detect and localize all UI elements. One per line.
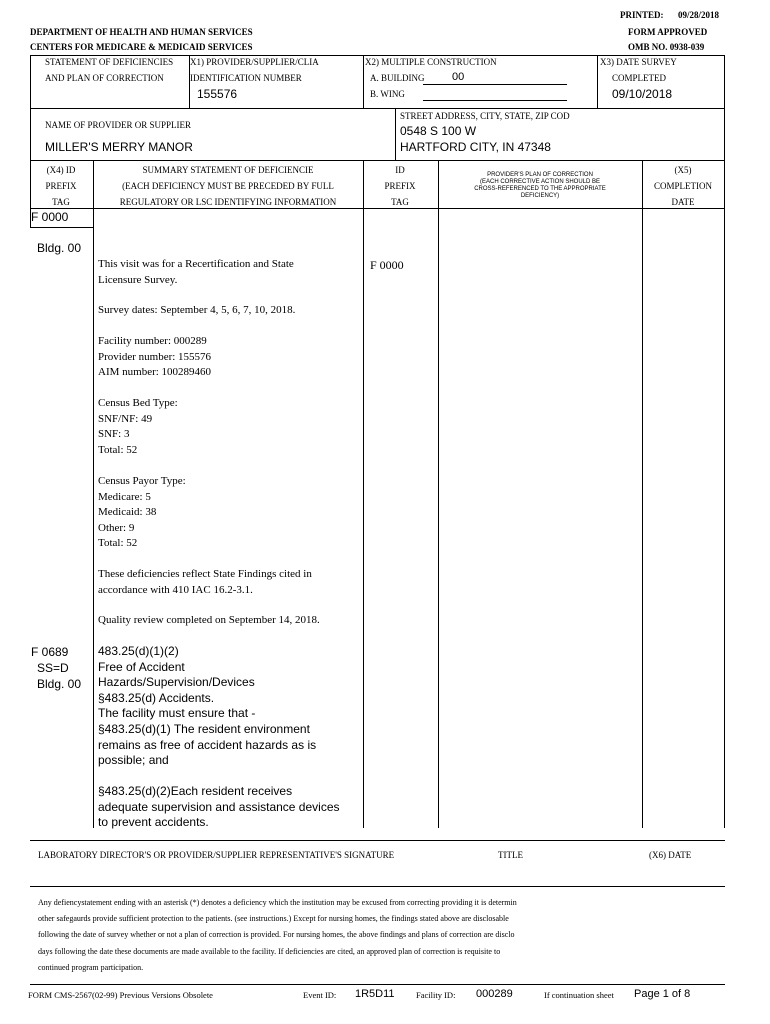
- disclaimer-line: Any defiencystatement ending with an asterisk (*) denotes a deficiency which the institution may be excused from correcting providing it is determin: [38, 898, 517, 907]
- rule: [724, 108, 725, 161]
- continuation-label: If continuation sheet: [544, 990, 614, 1000]
- rule: [30, 55, 31, 109]
- printed-date: 09/28/2018: [678, 10, 720, 20]
- text-line: §483.25(d) Accidents.: [98, 690, 215, 705]
- x2-label: X2) MULTIPLE CONSTRUCTION: [365, 57, 497, 67]
- x4-header-1: (X4) ID: [46, 165, 76, 175]
- form-number: FORM CMS-2567(02-99) Previous Versions Obsolete: [28, 990, 213, 1000]
- wing-label: B. WING: [370, 89, 405, 99]
- summary-header-1: SUMMARY STATEMENT OF DEFICIENCIE: [142, 165, 314, 175]
- x4-header-2: PREFIX: [45, 181, 77, 191]
- provider-id-value: 155576: [197, 87, 238, 101]
- tag-f0689-block: [31, 644, 81, 692]
- statement-label-1: STATEMENT OF DEFICIENCIES: [45, 57, 174, 67]
- text-line: possible; and: [98, 753, 169, 768]
- rule: [363, 160, 364, 828]
- disclaimer-line: following the date of survey whether or not a plan of correction is provided. For nursing homes, the above findings and plans of correction are disclo: [38, 930, 515, 940]
- x1-label-1: X1) PROVIDER/SUPPLIER/CLIA: [190, 57, 319, 67]
- tag-f0000: F 0000: [31, 210, 69, 224]
- bldg-label: Bldg. 00: [37, 241, 82, 255]
- building-label: A. BUILDING: [370, 73, 425, 83]
- text-line: §483.25(d)(1) The resident environment: [98, 721, 310, 736]
- address-line-1: 0548 S 100 W: [400, 124, 477, 138]
- text-line: to prevent accidents.: [98, 815, 209, 830]
- signature-label: LABORATORY DIRECTOR'S OR PROVIDER/SUPPLIER REPRESENTATIVE'S SIGNATURE: [38, 850, 395, 860]
- text-line: The facility must ensure that -: [98, 706, 256, 721]
- rule: [395, 108, 396, 161]
- x5-header-3: DATE: [671, 197, 695, 207]
- facility-id-label: Facility ID:: [416, 990, 456, 1000]
- text-line: Medicare: 5: [98, 490, 151, 503]
- text-line: remains as free of accident hazards as is: [98, 737, 317, 752]
- x3-label-2: COMPLETED: [612, 73, 666, 83]
- text-line: Census Payor Type:: [98, 475, 186, 487]
- regulation-text-2: [98, 784, 360, 831]
- id-header-1: ID: [395, 165, 405, 175]
- text-line: Facility number: 000289: [98, 335, 207, 347]
- text-line: Licensure Survey.: [98, 273, 178, 286]
- disclaimer: [38, 895, 718, 976]
- text-line: Provider number: 155576: [98, 350, 212, 363]
- summary-paragraph-6: [98, 567, 360, 598]
- rule: [93, 160, 94, 828]
- rule: [724, 160, 725, 828]
- text-line: Census Bed Type:: [98, 397, 178, 409]
- text-line: Total: 52: [98, 443, 138, 456]
- plan-header-1: PROVIDER'S PLAN OF CORRECTION: [487, 172, 593, 178]
- rule: [30, 886, 725, 887]
- rule: [642, 160, 643, 828]
- summary-paragraph-7: [98, 613, 360, 629]
- text-line: These deficiencies reflect State Findings cited in: [98, 568, 312, 580]
- wing-underline: [423, 100, 567, 101]
- building-value: 00: [452, 71, 465, 83]
- x5-header-2: COMPLETION: [654, 181, 712, 191]
- text-line: SNF: 3: [98, 428, 130, 440]
- text-line: 483.25(d)(1)(2): [98, 644, 179, 658]
- summary-header-3: REGULATORY OR LSC IDENTIFYING INFORMATION: [119, 197, 337, 207]
- summary-paragraph-4: [98, 396, 360, 458]
- text-line: Other: 9: [98, 521, 135, 534]
- rule: [724, 55, 725, 109]
- centers-name: CENTERS FOR MEDICARE & MEDICAID SERVICES: [30, 42, 253, 52]
- event-id-value: 1R5D11: [355, 988, 395, 1000]
- text-line: This visit was for a Recertification and State: [98, 258, 294, 270]
- rule: [363, 55, 364, 109]
- omb-number: OMB NO. 0938-039: [628, 42, 705, 52]
- x5-header-1: (X5): [674, 165, 692, 175]
- plan-header-3: CROSS-REFERENCED TO THE APPROPRIATE: [474, 186, 606, 192]
- disclaimer-line: other safegaurds provide sufficient protection to the patients. (see instructions.) Except for nursing homes, the findings stated above are disclosable: [38, 914, 509, 924]
- text-line: AIM number: 100289460: [98, 366, 212, 378]
- rule: [30, 160, 725, 161]
- facility-id-value: 000289: [476, 988, 513, 1000]
- summary-header-2: (EACH DEFICIENCY MUST BE PRECEDED BY FULL: [122, 181, 334, 191]
- rule: [30, 108, 725, 109]
- event-id-label: Event ID:: [303, 990, 337, 1000]
- plan-header-2: (EACH CORRECTIVE ACTION SHOULD BE: [479, 179, 601, 185]
- rule: [30, 840, 725, 841]
- text-line: Free of Accident: [98, 659, 185, 674]
- severity-scope: SS=D: [37, 661, 69, 675]
- rule: [30, 208, 725, 209]
- text-line: Hazards/Supervision/Devices: [98, 675, 255, 690]
- statement-label-2: AND PLAN OF CORRECTION: [45, 73, 164, 83]
- rule: [438, 160, 439, 828]
- x3-label-1: X3) DATE SURVEY: [600, 57, 677, 67]
- provider-name-label: NAME OF PROVIDER OR SUPPLIER: [45, 120, 192, 130]
- text-line: Quality review completed on September 14, 2018.: [98, 614, 320, 626]
- regulation-text: [98, 644, 360, 769]
- address-label: STREET ADDRESS, CITY, STATE, ZIP COD: [400, 111, 570, 121]
- text-line: §483.25(d)(2)Each resident receives: [98, 784, 293, 798]
- id-header-2: PREFIX: [384, 181, 416, 191]
- rule: [30, 984, 725, 985]
- x6-date-label: (X6) DATE: [649, 850, 692, 860]
- department-name: DEPARTMENT OF HEALTH AND HUMAN SERVICES: [30, 27, 253, 37]
- text-line: SNF/NF: 49: [98, 412, 153, 425]
- rule: [30, 55, 725, 56]
- summary-paragraph-1: [98, 257, 360, 288]
- text-line: Total: 52: [98, 537, 138, 549]
- text-line: accordance with 410 IAC 16.2-3.1.: [98, 583, 253, 596]
- disclaimer-line: continued program participation.: [38, 962, 144, 972]
- text-line: adequate supervision and assistance devices: [98, 799, 340, 814]
- id-tag-f0000: F 0000: [370, 258, 404, 272]
- title-label: TITLE: [498, 850, 523, 860]
- rule: [30, 227, 94, 228]
- rule: [30, 108, 31, 161]
- x4-header-3: TAG: [52, 197, 70, 207]
- address-line-2: HARTFORD CITY, IN 47348: [400, 140, 551, 154]
- summary-paragraph-2: [98, 303, 360, 319]
- printed-label: PRINTED:: [620, 10, 664, 20]
- summary-paragraph-5: [98, 474, 360, 552]
- page-number: Page 1 of 8: [634, 988, 691, 1000]
- form-approved: FORM APPROVED: [628, 27, 708, 37]
- id-header-3: TAG: [391, 197, 409, 207]
- provider-name-value: MILLER'S MERRY MANOR: [45, 140, 193, 154]
- x1-label-2: IDENTIFICATION NUMBER: [190, 73, 302, 83]
- survey-date-value: 09/10/2018: [612, 87, 673, 101]
- building-underline: [423, 84, 567, 85]
- disclaimer-line: days following the date these documents are made available to the facility. If deficiencies are cited, an approved plan of correction is requisite to: [38, 946, 501, 956]
- text-line: Survey dates: September 4, 5, 6, 7, 10, 2018.: [98, 304, 296, 316]
- bldg-label-2: Bldg. 00: [37, 677, 82, 691]
- plan-header-4: DEFICIENCY): [520, 193, 560, 199]
- tag-f0689: F 0689: [31, 645, 69, 659]
- text-line: Medicaid: 38: [98, 506, 157, 518]
- rule: [597, 55, 598, 109]
- summary-paragraph-3: [98, 334, 360, 381]
